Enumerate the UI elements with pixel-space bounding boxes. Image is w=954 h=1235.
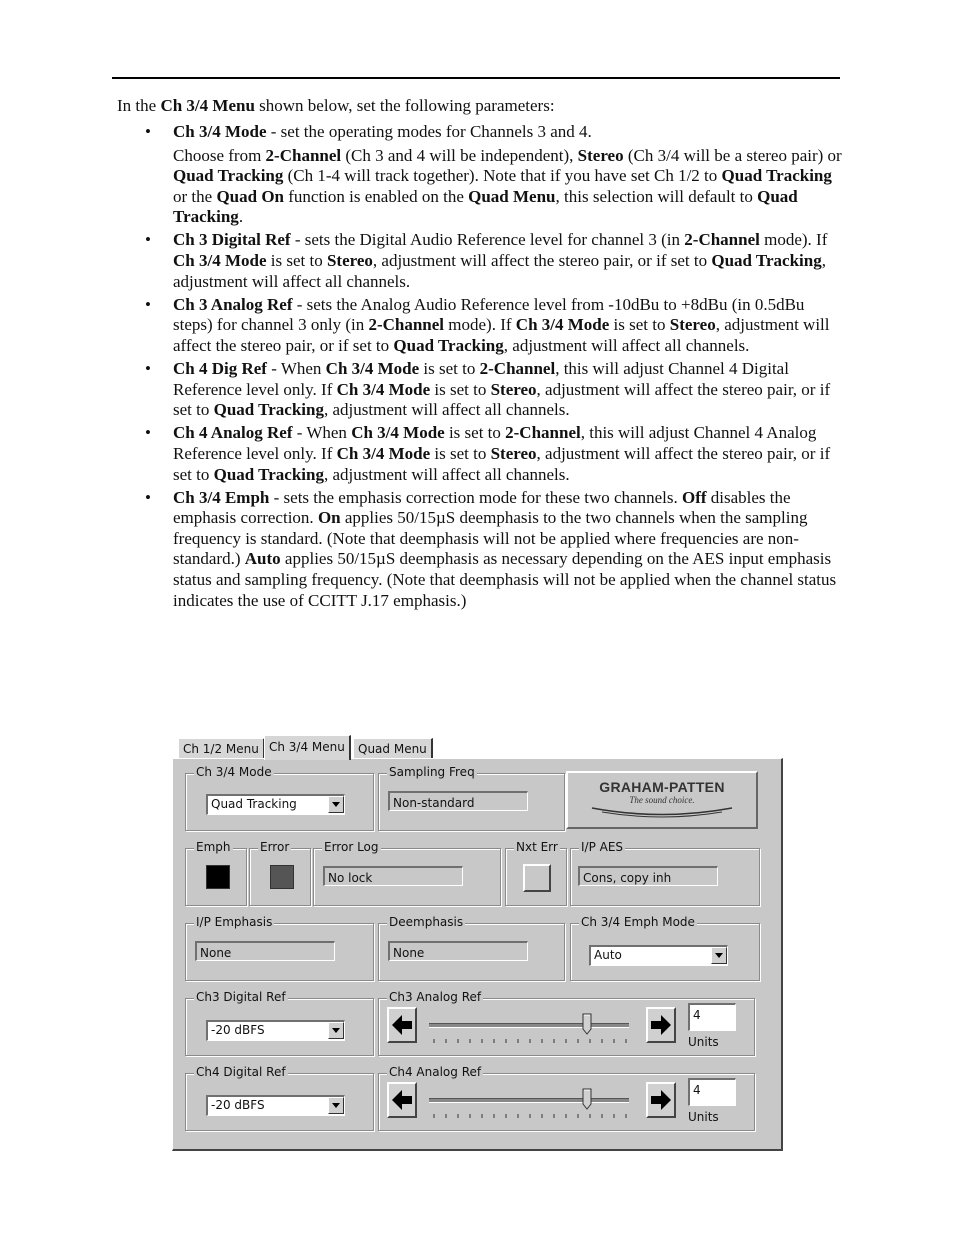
- list-item-ch3-analog-ref: • Ch 3 Analog Ref - sets the Analog Audio Reference level from -10dBu to +8dBu (in 0.5dBu steps) for channel 3 only (in 2-Channel mode). If Ch 3/4 Mode is set to Stereo, adjustment will affect the stereo pair, or if set to Quad Tracking, adjustment will affect all channels.: [145, 294, 830, 355]
- ch4-slider-track[interactable]: [429, 1098, 629, 1103]
- arrow-right-icon: [650, 1014, 672, 1036]
- ip-emphasis-display: None: [195, 941, 335, 961]
- ch34-mode-value: Quad Tracking: [211, 797, 297, 811]
- nxt-err-button[interactable]: [523, 864, 551, 892]
- sampling-freq-display: Non-standard: [388, 791, 528, 811]
- logo-tagline: The sound choice.: [629, 795, 695, 805]
- ip-emphasis-group: [185, 915, 374, 981]
- ip-aes-group: [570, 840, 760, 906]
- list-item-ch34-emph: • Ch 3/4 Emph - sets the emphasis correction mode for these two channels. Off disables the emphasis correction. On applies 50/15µS deemphasis to the two channels when the sampling frequency is standard. (Note that deemphasis will not be applied where frequencies are non-standard.) Auto applies 50/15µS deemphasis as necessary depending on the AES input emphasis status and sampling frequency. (Note that deemphasis will not be applied when the channel status indicates the use of CCITT J.17 emphasis.): [145, 487, 837, 610]
- ch3-units-label: Units: [688, 1035, 719, 1049]
- logo-swoosh-icon: [587, 805, 737, 819]
- ch3-increase-button[interactable]: [646, 1007, 676, 1043]
- tab-ch12-menu[interactable]: Ch 1/2 Menu: [178, 738, 265, 759]
- ch4-analog-ref-label: Ch4 Analog Ref: [389, 1065, 482, 1079]
- chevron-down-icon[interactable]: [711, 947, 727, 964]
- ch3-digital-ref-group: [185, 990, 374, 1056]
- list-item-ch4-analog-ref: • Ch 4 Analog Ref - When Ch 3/4 Mode is set to 2-Channel, this will adjust Channel 4 Analog Reference level only. If Ch 3/4 Mode is set to Stereo, adjustment will affect the stereo pair, or if set to Quad Tracking, adjustment will affect all channels.: [145, 423, 831, 484]
- ch3-decrease-button[interactable]: [387, 1007, 417, 1043]
- tab-ch34-menu[interactable]: Ch 3/4 Menu: [264, 735, 351, 760]
- graham-patten-logo: [566, 771, 758, 829]
- nxt-err-group: [505, 840, 567, 906]
- error-indicator: [270, 865, 294, 889]
- intro-paragraph: In the Ch 3/4 Menu shown below, set the following parameters:: [117, 96, 555, 115]
- ch4-slider-thumb[interactable]: [582, 1088, 592, 1110]
- ch4-digital-ref-group: [185, 1065, 374, 1131]
- chevron-down-icon[interactable]: [328, 1097, 344, 1114]
- ch4-digital-ref-select[interactable]: [206, 1095, 345, 1116]
- emph-mode-label: Ch 3/4 Emph Mode: [581, 915, 695, 929]
- ch3-digital-ref-value: -20 dBFS: [211, 1023, 265, 1037]
- ch34-menu-window: [172, 735, 782, 1149]
- ch4-slider-ticks: [433, 1114, 629, 1120]
- list-item-ch4-dig-ref: • Ch 4 Dig Ref - When Ch 3/4 Mode is set to 2-Channel, this will adjust Channel 4 Digital Reference level only. If Ch 3/4 Mode is set to Stereo, adjustment will affect the stereo pair, or if set to Quad Tracking, adjustment will affect all channels.: [145, 359, 831, 420]
- list-item-ch3-digital-ref: • Ch 3 Digital Ref - sets the Digital Audio Reference level for channel 3 (in 2-Channel mode). If Ch 3/4 Mode is set to Stereo, adjustment will affect the stereo pair, or if set to Quad Tracking, adjustment will affect all channels.: [145, 230, 828, 291]
- ch3-analog-ref-group: [378, 990, 755, 1056]
- ch3-slider-track[interactable]: [429, 1023, 629, 1028]
- ch4-analog-ref-input[interactable]: 4: [688, 1078, 736, 1106]
- arrow-left-icon: [391, 1089, 413, 1111]
- ch4-digital-ref-value: -20 dBFS: [211, 1098, 265, 1112]
- ch4-units-label: Units: [688, 1110, 719, 1124]
- deemphasis-label: Deemphasis: [389, 915, 464, 929]
- deemphasis-display: None: [388, 941, 528, 961]
- ch34-mode-select[interactable]: [206, 794, 345, 815]
- ch34-mode-group: [185, 765, 374, 831]
- nxt-err-label: Nxt Err: [516, 840, 558, 854]
- logo-name: GRAHAM-PATTEN: [599, 779, 725, 795]
- emph-label: Emph: [196, 840, 231, 854]
- menu-panel: [172, 758, 783, 1151]
- sampling-freq-group: [378, 765, 565, 831]
- ch4-analog-ref-group: [378, 1065, 755, 1131]
- error-group: [249, 840, 311, 906]
- ch3-digital-ref-select[interactable]: [206, 1020, 345, 1041]
- chevron-down-icon[interactable]: [328, 1022, 344, 1039]
- ch3-analog-ref-label: Ch3 Analog Ref: [389, 990, 482, 1004]
- ch34-mode-label: Ch 3/4 Mode: [196, 765, 272, 779]
- error-log-group: [313, 840, 501, 906]
- emph-mode-select[interactable]: [589, 945, 728, 966]
- emph-group: [185, 840, 247, 906]
- ip-aes-label: I/P AES: [581, 840, 624, 854]
- arrow-right-icon: [650, 1089, 672, 1111]
- parameter-list: [145, 122, 845, 614]
- emph-mode-value: Auto: [594, 948, 622, 962]
- ch3-digital-ref-label: Ch3 Digital Ref: [196, 990, 286, 1004]
- sampling-freq-label: Sampling Freq: [389, 765, 475, 779]
- emph-indicator: [206, 865, 230, 889]
- arrow-left-icon: [391, 1014, 413, 1036]
- error-log-label: Error Log: [324, 840, 379, 854]
- list-item-ch34-mode: • Ch 3/4 Mode - set the operating modes for Channels 3 and 4. Choose from 2-Channel (Ch 3 and 4 will be independent), Stereo (Ch 3/4 will be a stereo pair) or Quad Tracking (Ch 1-4 will track together). Note that if you have set Ch 1/2 to Quad Tracking or the Quad On function is enabled on the Quad Menu, this selection will default to Quad Tracking.: [145, 122, 842, 227]
- header-rule: [112, 77, 840, 79]
- ip-emphasis-label: I/P Emphasis: [196, 915, 273, 929]
- ch4-decrease-button[interactable]: [387, 1082, 417, 1118]
- ch3-slider-ticks: [433, 1039, 629, 1045]
- emph-mode-group: [570, 915, 760, 981]
- ch3-slider-thumb[interactable]: [582, 1013, 592, 1035]
- error-label: Error: [260, 840, 290, 854]
- ch4-increase-button[interactable]: [646, 1082, 676, 1118]
- tab-quad-menu[interactable]: Quad Menu: [353, 738, 433, 759]
- error-log-display: No lock: [323, 866, 463, 886]
- deemphasis-group: [378, 915, 565, 981]
- ip-aes-display: Cons, copy inh: [578, 866, 718, 886]
- ch4-digital-ref-label: Ch4 Digital Ref: [196, 1065, 286, 1079]
- ch3-analog-ref-input[interactable]: 4: [688, 1003, 736, 1031]
- chevron-down-icon[interactable]: [328, 796, 344, 813]
